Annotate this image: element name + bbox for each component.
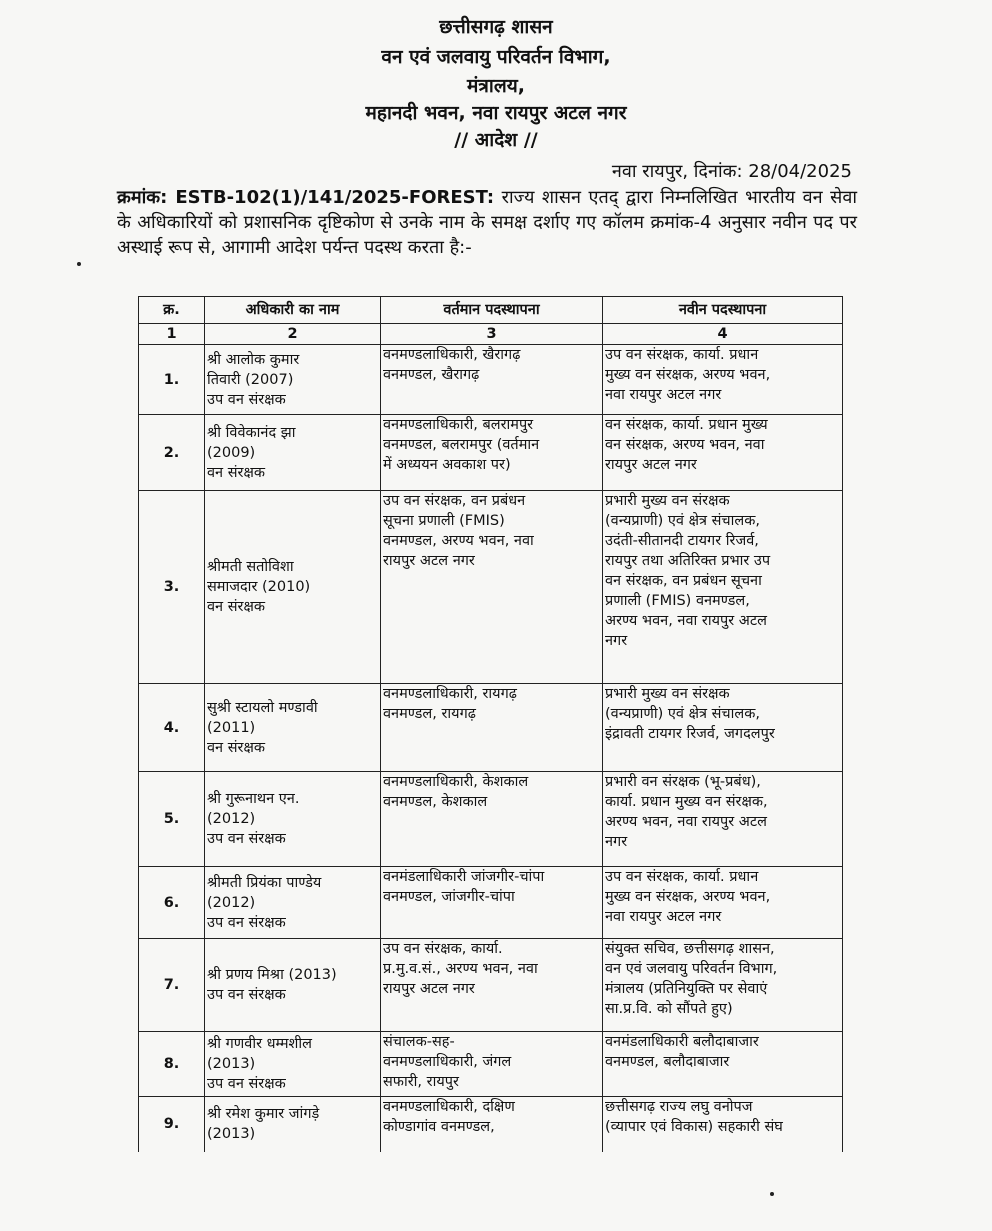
order-date: नवा रायपुर, दिनांक: 28/04/2025 <box>611 161 852 182</box>
current-posting-line: वनमण्डल, रायगढ़ <box>383 706 476 722</box>
row-serial: 9. <box>139 1097 205 1152</box>
new-posting-cell <box>603 772 843 867</box>
new-posting-line: कार्या. प्रधान मुख्य वन संरक्षक, <box>605 794 768 810</box>
officer-name-line: सुश्री स्टायलो मण्डावी <box>207 699 318 716</box>
new-posting-line: प्रणाली (FMIS) वनमण्डल, <box>605 593 750 609</box>
new-posting-line: (वन्यप्राणी) एवं क्षेत्र संचालक, <box>605 513 760 529</box>
current-posting-line: वनमण्डलाधिकारी, जंगल <box>383 1054 512 1070</box>
officer-name-line: (2012) <box>207 811 256 827</box>
current-posting-cell <box>381 1032 603 1097</box>
new-posting-cell <box>603 684 843 772</box>
officer-name-cell <box>205 772 381 867</box>
current-posting-line: वनमंडलाधिकारी जांजगीर-चांपा <box>383 869 545 885</box>
new-posting-line: वनमण्डल, बलौदाबाजार <box>605 1054 730 1070</box>
row-serial: 7. <box>139 939 205 1032</box>
current-posting-line: कोण्डागांव वनमण्डल, <box>383 1119 495 1135</box>
officer-name-cell <box>205 939 381 1032</box>
new-posting-line: मुख्य वन संरक्षक, अरण्य भवन, <box>605 889 771 905</box>
current-posting-cell <box>381 491 603 684</box>
scan-speck <box>770 1192 774 1196</box>
officer-name-line: श्री प्रणय मिश्रा (2013) <box>207 967 337 983</box>
new-posting-line: संयुक्त सचिव, छत्तीसगढ़ शासन, <box>605 941 775 957</box>
current-posting-line: वनमण्डलाधिकारी, दक्षिण <box>383 1099 515 1115</box>
new-posting-line: उदंती-सीतानदी टायगर रिजर्व, <box>605 533 759 549</box>
current-posting-cell <box>381 772 603 867</box>
header-address: महानदी भवन, नवा रायपुर अटल नगर <box>365 102 627 124</box>
officer-name-cell <box>205 1032 381 1097</box>
header-department: वन एवं जलवायु परिवर्तन विभाग, <box>381 46 611 68</box>
table-row <box>139 345 843 415</box>
new-posting-cell <box>603 867 843 939</box>
officer-name-line: (2012) <box>207 894 256 911</box>
officer-name-line: श्रीमती सतोविशा <box>207 559 294 575</box>
current-posting-line: सूचना प्रणाली (FMIS) <box>383 513 505 529</box>
column-number: 3 <box>381 324 603 345</box>
new-posting-line: सा.प्र.वि. को सौंपते हुए) <box>605 1001 733 1017</box>
new-posting-line: उप वन संरक्षक, कार्या. प्रधान <box>605 869 759 885</box>
table-row <box>139 1032 843 1097</box>
officer-name-line: (2013) <box>207 1056 256 1072</box>
column-number: 4 <box>603 324 843 345</box>
current-posting-line: वनमण्डलाधिकारी, रायगढ़ <box>383 686 517 702</box>
row-serial: 3. <box>139 491 205 684</box>
posting-table <box>138 296 843 1152</box>
current-posting-cell <box>381 684 603 772</box>
column-number: 2 <box>205 324 381 345</box>
row-serial: 6. <box>139 867 205 939</box>
current-posting-line: वनमण्डलाधिकारी, बलरामपुर <box>383 417 534 433</box>
officer-name-line: वन संरक्षक <box>207 739 265 756</box>
officer-name-line: श्री गणवीर धम्मशील <box>207 1036 313 1052</box>
table-row <box>139 939 843 1032</box>
officer-name-line: (2009) <box>207 444 256 461</box>
current-posting-line: संचालक-सह- <box>383 1034 455 1050</box>
officer-name-cell <box>205 345 381 415</box>
header-current-posting: वर्तमान पदस्थापना <box>381 297 603 324</box>
officer-name-cell <box>205 1097 381 1152</box>
officer-name-line: श्री गुरूनाथन एन. <box>207 791 300 807</box>
current-posting-line: रायपुर अटल नगर <box>383 981 475 997</box>
header-serial: क्र. <box>139 297 205 324</box>
table-header-row <box>139 297 843 324</box>
new-posting-cell <box>603 491 843 684</box>
row-serial: 4. <box>139 684 205 772</box>
officer-name-line: उप वन संरक्षक <box>207 987 286 1003</box>
header-ministry: मंत्रालय, <box>467 75 525 97</box>
current-posting-line: वनमण्डल, जांजगीर-चांपा <box>383 889 515 905</box>
header-officer-name: अधिकारी का नाम <box>205 297 381 324</box>
column-number: 1 <box>139 324 205 345</box>
new-posting-cell <box>603 1097 843 1152</box>
new-posting-cell <box>603 345 843 415</box>
order-paragraph <box>117 185 857 260</box>
row-serial: 5. <box>139 772 205 867</box>
current-posting-line: उप वन संरक्षक, वन प्रबंधन <box>383 493 526 509</box>
officer-name-cell <box>205 491 381 684</box>
new-posting-line: उप वन संरक्षक, कार्या. प्रधान <box>605 347 759 363</box>
new-posting-line: इंद्रावती टायगर रिजर्व, जगदलपुर <box>605 726 775 742</box>
officer-name-line: तिवारी (2007) <box>207 371 294 388</box>
new-posting-line: अरण्य भवन, नवा रायपुर अटल <box>605 814 767 830</box>
scan-speck <box>77 262 81 266</box>
new-posting-line: प्रभारी मुख्य वन संरक्षक <box>605 686 730 702</box>
current-posting-cell <box>381 1097 603 1152</box>
officer-name-cell <box>205 415 381 491</box>
new-posting-line: रायपुर अटल नगर <box>605 457 697 473</box>
officer-name-line: (2011) <box>207 719 256 736</box>
new-posting-line: रायपुर तथा अतिरिक्त प्रभार उप <box>605 553 771 569</box>
officer-name-line: श्री रमेश कुमार जांगड़े <box>207 1106 320 1123</box>
new-posting-line: मंत्रालय (प्रतिनियुक्ति पर सेवाएं <box>605 981 768 997</box>
row-serial: 8. <box>139 1032 205 1097</box>
new-posting-line: अरण्य भवन, नवा रायपुर अटल <box>605 613 767 629</box>
officer-name-line: उप वन संरक्षक <box>207 831 286 847</box>
table-row <box>139 867 843 939</box>
current-posting-line: वनमण्डल, केशकाल <box>383 794 488 810</box>
new-posting-line: वन संरक्षक, कार्या. प्रधान मुख्य <box>605 417 768 433</box>
officer-name-line: श्रीमती प्रियंका पाण्डेय <box>207 874 322 891</box>
current-posting-line: में अध्ययन अवकाश पर) <box>383 457 511 473</box>
new-posting-line: (वन्यप्राणी) एवं क्षेत्र संचालक, <box>605 706 760 722</box>
officer-name-cell <box>205 867 381 939</box>
officer-name-line: वन संरक्षक <box>207 599 265 615</box>
new-posting-line: मुख्य वन संरक्षक, अरण्य भवन, <box>605 367 771 383</box>
new-posting-cell <box>603 1032 843 1097</box>
officer-name-cell <box>205 684 381 772</box>
header-new-posting: नवीन पदस्थापना <box>603 297 843 324</box>
current-posting-line: वनमण्डलाधिकारी, केशकाल <box>383 774 529 790</box>
new-posting-line: वन एवं जलवायु परिवर्तन विभाग, <box>605 961 778 977</box>
new-posting-line: वन संरक्षक, वन प्रबंधन सूचना <box>605 573 762 589</box>
column-number-row <box>139 324 843 345</box>
header-order-title: // आदेश // <box>454 129 538 151</box>
current-posting-line: वनमण्डल, बलरामपुर (वर्तमान <box>383 437 540 453</box>
table-body <box>139 345 843 1152</box>
officer-name-line: श्री आलोक कुमार <box>207 351 300 368</box>
current-posting-line: वनमण्डल, अरण्य भवन, नवा <box>383 533 534 549</box>
current-posting-line: उप वन संरक्षक, कार्या. <box>383 941 503 957</box>
header-government: छत्तीसगढ़ शासन <box>439 16 553 38</box>
new-posting-line: वनमंडलाधिकारी बलौदाबाजार <box>605 1034 759 1050</box>
table-row <box>139 772 843 867</box>
current-posting-cell <box>381 939 603 1032</box>
current-posting-cell <box>381 415 603 491</box>
table-row <box>139 491 843 684</box>
new-posting-cell <box>603 939 843 1032</box>
table-row <box>139 415 843 491</box>
officer-name-line: उप वन संरक्षक <box>207 1076 286 1092</box>
officer-name-line: उप वन संरक्षक <box>207 914 286 931</box>
new-posting-line: (व्यापार एवं विकास) सहकारी संघ <box>605 1119 783 1135</box>
current-posting-cell <box>381 867 603 939</box>
current-posting-line: सफारी, रायपुर <box>383 1074 459 1090</box>
officer-name-line: वन संरक्षक <box>207 464 265 481</box>
current-posting-line: प्र.मु.व.सं., अरण्य भवन, नवा <box>383 961 538 977</box>
table-row <box>139 684 843 772</box>
current-posting-cell <box>381 345 603 415</box>
order-number: क्रमांक: ESTB-102(1)/141/2025-FOREST: <box>117 187 495 208</box>
row-serial: 2. <box>139 415 205 491</box>
new-posting-line: नगर <box>605 834 628 850</box>
new-posting-line: नगर <box>605 633 628 649</box>
new-posting-cell <box>603 415 843 491</box>
new-posting-line: प्रभारी वन संरक्षक (भू-प्रबंध), <box>605 774 761 790</box>
current-posting-line: वनमण्डल, खैरागढ़ <box>383 367 480 383</box>
new-posting-line: प्रभारी मुख्य वन संरक्षक <box>605 493 730 509</box>
current-posting-line: वनमण्डलाधिकारी, खैरागढ़ <box>383 347 521 363</box>
officer-name-line: समाजदार (2010) <box>207 579 311 595</box>
order-body: राज्य शासन एतद् द्वारा निम्नलिखित भारतीय वन सेवा के अधिकारियों को प्रशासनिक दृष्टिकोण से उनके नाम के समक्ष दर्शाए गए कॉलम क्रमांक-4 अनुसार नवीन पद पर अस्थाई रूप से, आगामी आदेश पर्यन्त पदस्थ करता है:- <box>117 187 857 258</box>
row-serial: 1. <box>139 345 205 415</box>
officer-name-line: श्री विवेकानंद झा <box>207 424 296 441</box>
officer-name-line: (2013) <box>207 1126 256 1143</box>
new-posting-line: नवा रायपुर अटल नगर <box>605 909 722 925</box>
current-posting-line: रायपुर अटल नगर <box>383 553 475 569</box>
new-posting-line: वन संरक्षक, अरण्य भवन, नवा <box>605 437 765 453</box>
new-posting-line: छत्तीसगढ़ राज्य लघु वनोपज <box>605 1099 753 1115</box>
new-posting-line: नवा रायपुर अटल नगर <box>605 387 722 403</box>
officer-name-line: उप वन संरक्षक <box>207 391 286 408</box>
table-row <box>139 1097 843 1152</box>
